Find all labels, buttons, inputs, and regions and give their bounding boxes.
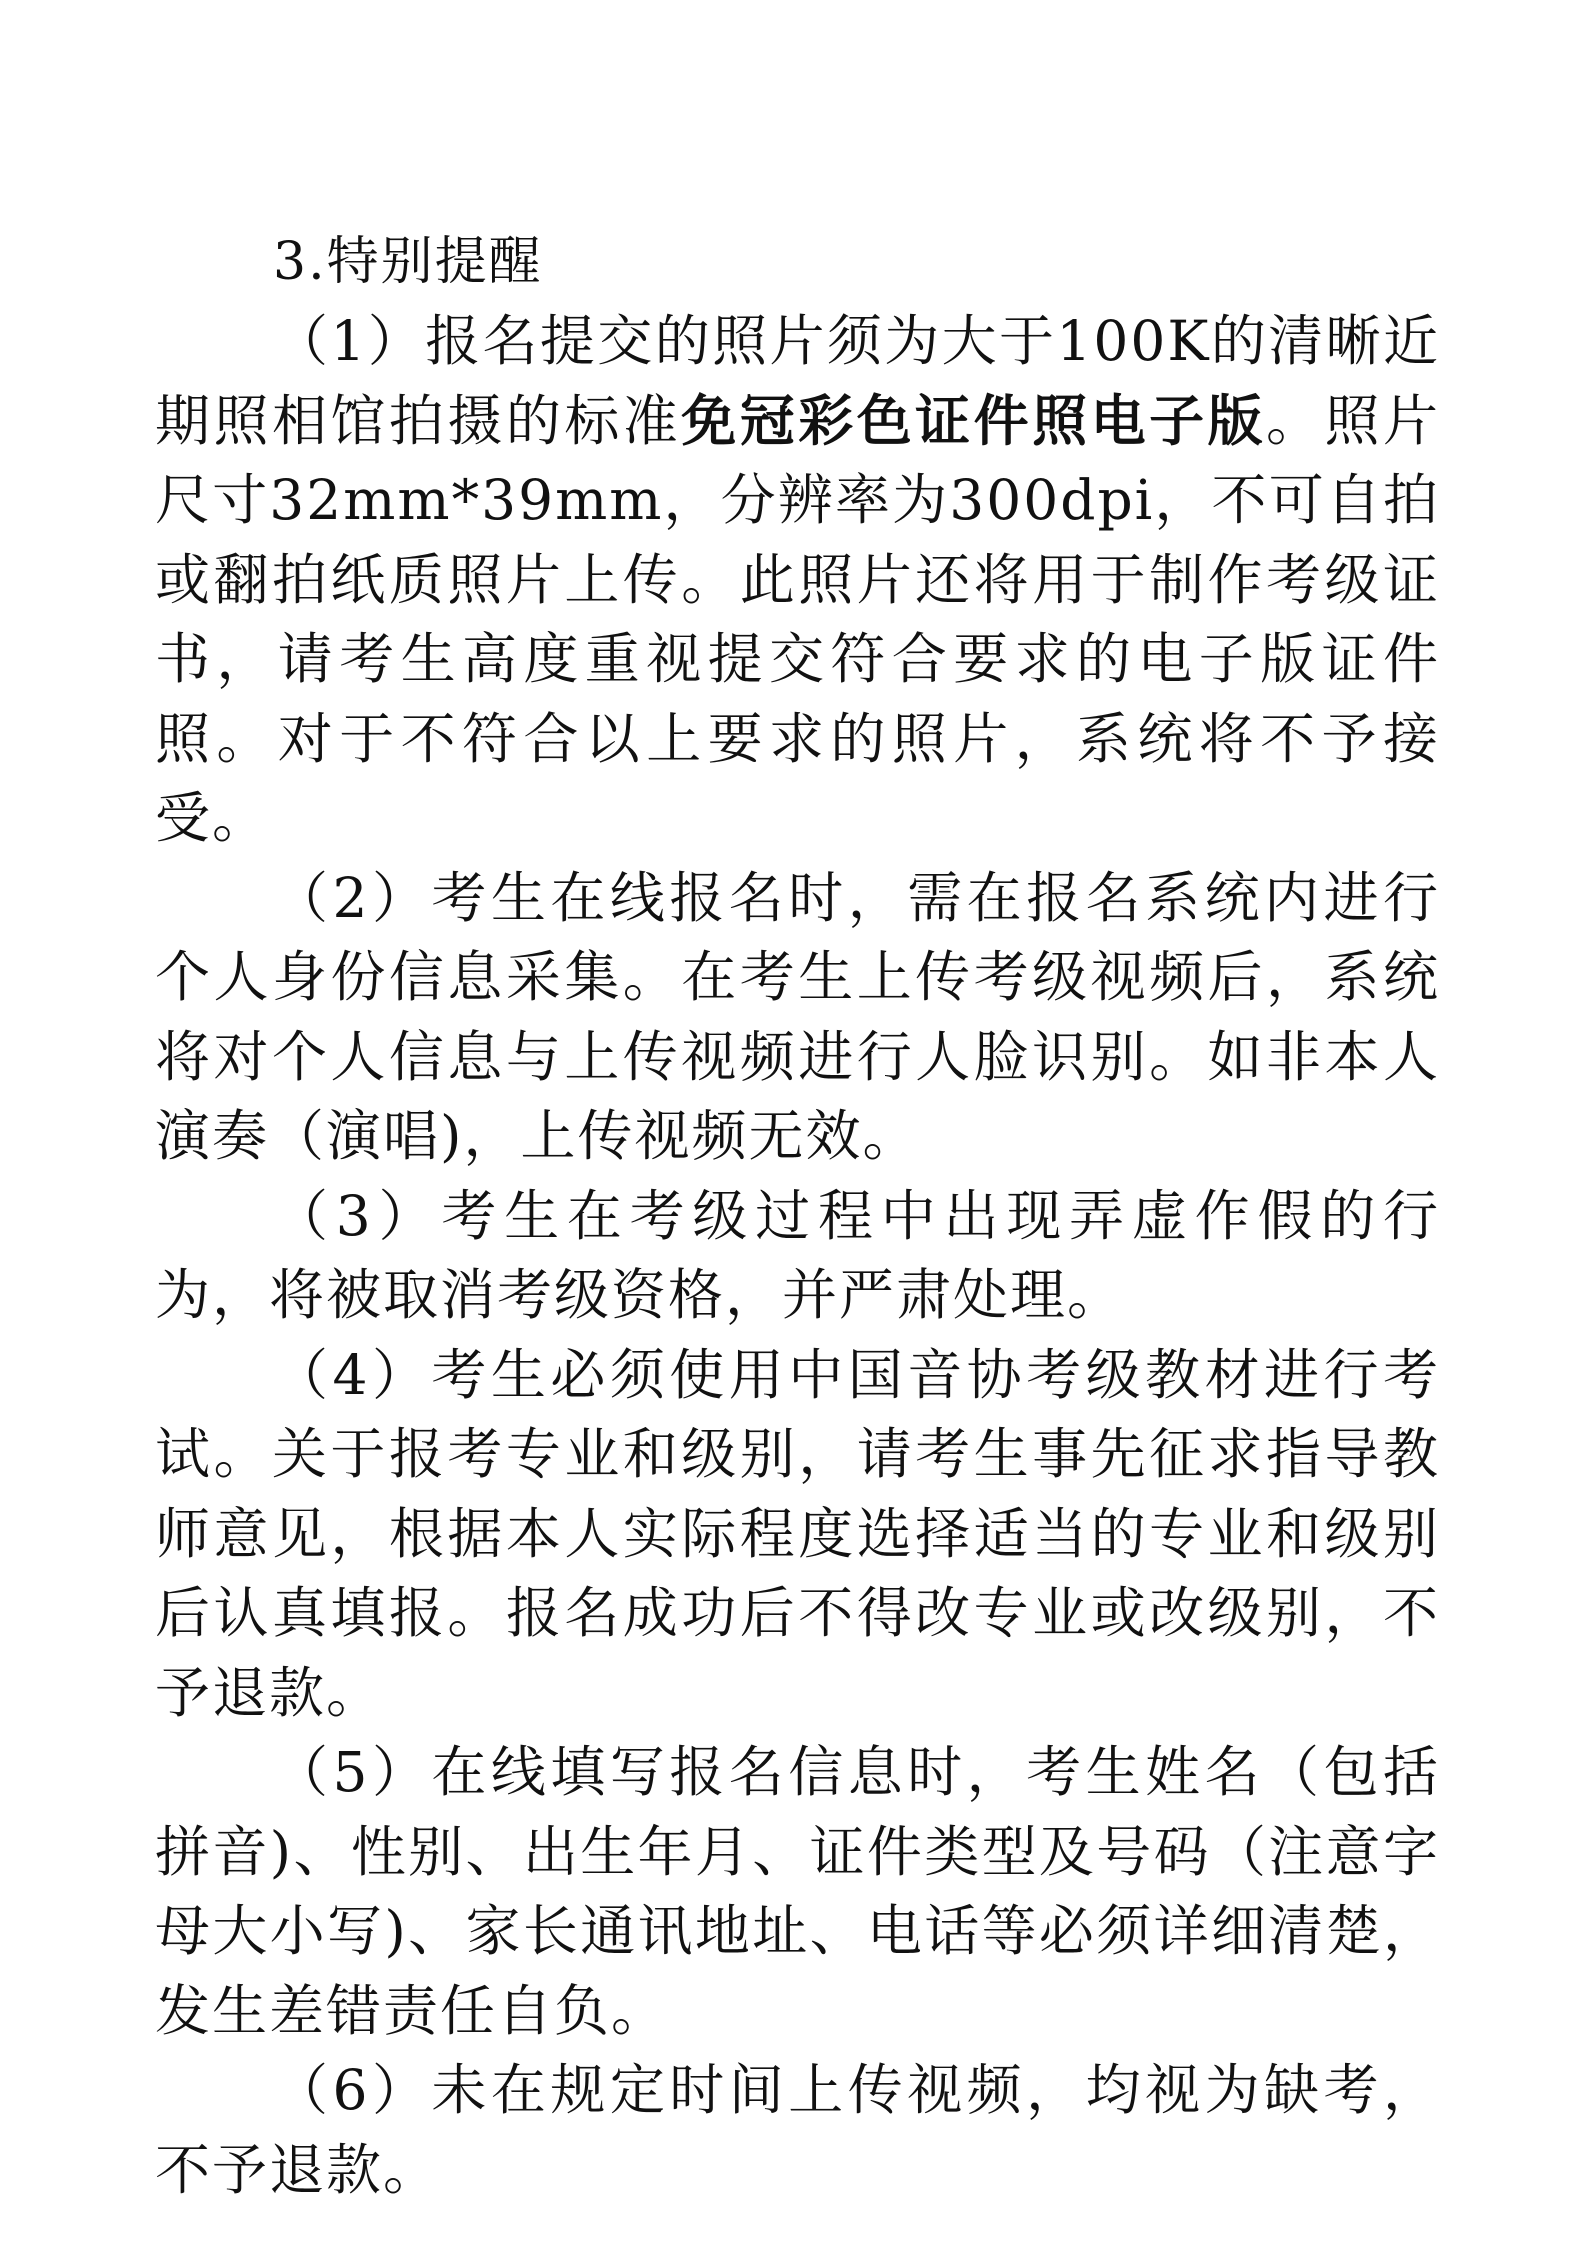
item-1-text-start: （1）报名提交的照片须为大于100K的清晰近期照相馆拍摄的标准 [155,309,1440,453]
document-page [155,222,1440,2210]
reminder-item-5: （5）在线填写报名信息时，考生姓名（包括拼音)、性别、出生年月、证件类型及号码（注意字母大小写)、家长通讯地址、电话等必须详细清楚，发生差错责任自负。 [155,1740,1440,2043]
item-1-text-end: 。照片尺寸32mm*39mm，分辨率为300dpi，不可自拍或翻拍纸质照片上传。此照片还将用于制作考级证书，请考生高度重视提交符合要求的电子版证件照。对于不符合以上要求的照片，系统将不予接受。 [155,388,1440,850]
item-1-bold-text: 免冠彩色证件照电子版 [681,388,1267,453]
reminder-item-1 [155,302,1440,859]
section-heading: 3.特别提醒 [273,232,543,292]
reminder-item-4: （4）考生必须使用中国音协考级教材进行考试。关于报考专业和级别，请考生事先征求指导教师意见，根据本人实际程度选择适当的专业和级别后认真填报。报名成功后不得改专业或改级别，不予退款。 [155,1342,1440,1725]
reminder-item-2: （2）考生在线报名时，需在报名系统内进行个人身份信息采集。在考生上传考级视频后，系统将对个人信息与上传视频进行人脸识别。如非本人演奏（演唱)，上传视频无效。 [155,865,1440,1168]
reminder-item-3: （3）考生在考级过程中出现弄虚作假的行为，将被取消考级资格，并严肃处理。 [155,1183,1440,1327]
reminder-item-6: （6）未在规定时间上传视频，均视为缺考，不予退款。 [155,2058,1440,2202]
